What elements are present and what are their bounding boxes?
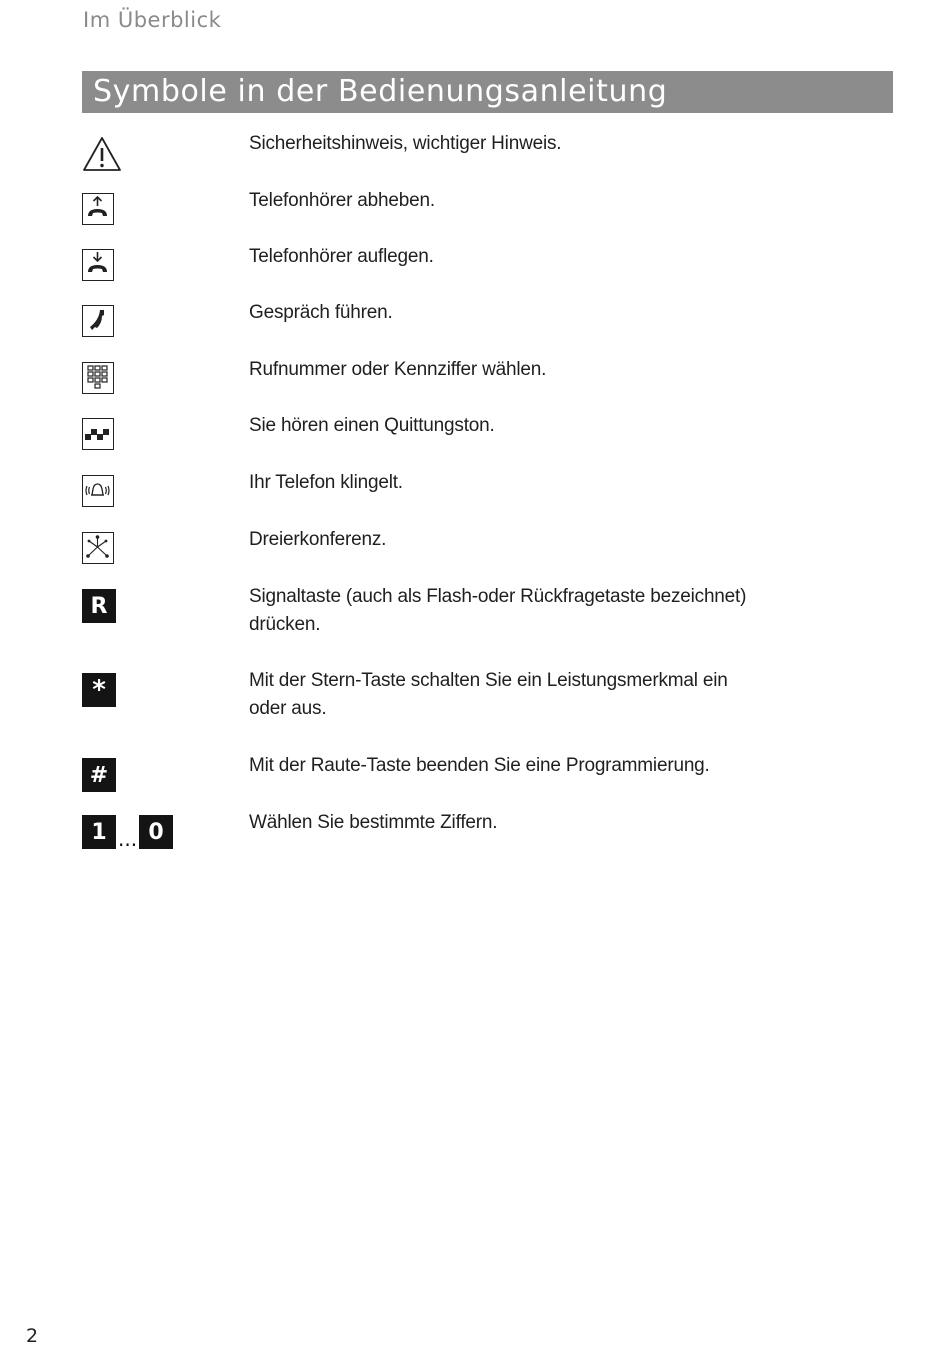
confirmation-tone-icon bbox=[82, 418, 114, 450]
symbol-description: Telefonhörer auflegen. bbox=[249, 246, 434, 267]
ringing-bell-icon bbox=[82, 475, 114, 507]
symbol-description: Mit der Raute-Taste beenden Sie eine Programmierung. bbox=[249, 755, 710, 776]
star-key-icon: * bbox=[82, 673, 116, 707]
section-header: Im Überblick bbox=[83, 8, 222, 32]
symbol-description: Mit der Stern-Taste schalten Sie ein Leistungsmerkmal ein oder aus. bbox=[249, 670, 728, 719]
digit-key-1: 1 bbox=[82, 815, 116, 849]
symbol-description: Wählen Sie bestimmte Ziffern. bbox=[249, 812, 498, 833]
conference-icon bbox=[82, 532, 114, 564]
page-title: Symbole in der Bedienungsanleitung bbox=[93, 74, 668, 109]
handset-hang-up-icon bbox=[82, 249, 114, 281]
hash-key-icon: # bbox=[82, 758, 116, 792]
keypad-icon bbox=[82, 362, 114, 394]
symbol-description: Rufnummer oder Kennziffer wählen. bbox=[249, 359, 547, 380]
phone-call-icon bbox=[82, 305, 114, 337]
symbol-description: Signaltaste (auch als Flash-oder Rückfragetaste bezeichnet) drücken. bbox=[249, 586, 747, 635]
symbol-description: Ihr Telefon klingelt. bbox=[249, 472, 403, 493]
symbol-description: Sie hören einen Quittungston. bbox=[249, 415, 495, 436]
symbol-description: Telefonhörer abheben. bbox=[249, 190, 435, 211]
ellipsis: ... bbox=[118, 827, 138, 851]
symbol-description: Dreierkonferenz. bbox=[249, 529, 387, 550]
r-key-icon: R bbox=[82, 589, 116, 623]
symbol-description: Gespräch führen. bbox=[249, 302, 393, 323]
handset-lift-icon bbox=[82, 193, 114, 225]
digit-key-0: 0 bbox=[139, 815, 173, 849]
symbol-description: Sicherheitshinweis, wichtiger Hinweis. bbox=[249, 133, 562, 154]
page-number: 2 bbox=[26, 1325, 39, 1347]
warning-triangle-icon bbox=[82, 136, 122, 177]
digit-keys-icon bbox=[82, 815, 174, 849]
title-bar bbox=[82, 71, 893, 113]
